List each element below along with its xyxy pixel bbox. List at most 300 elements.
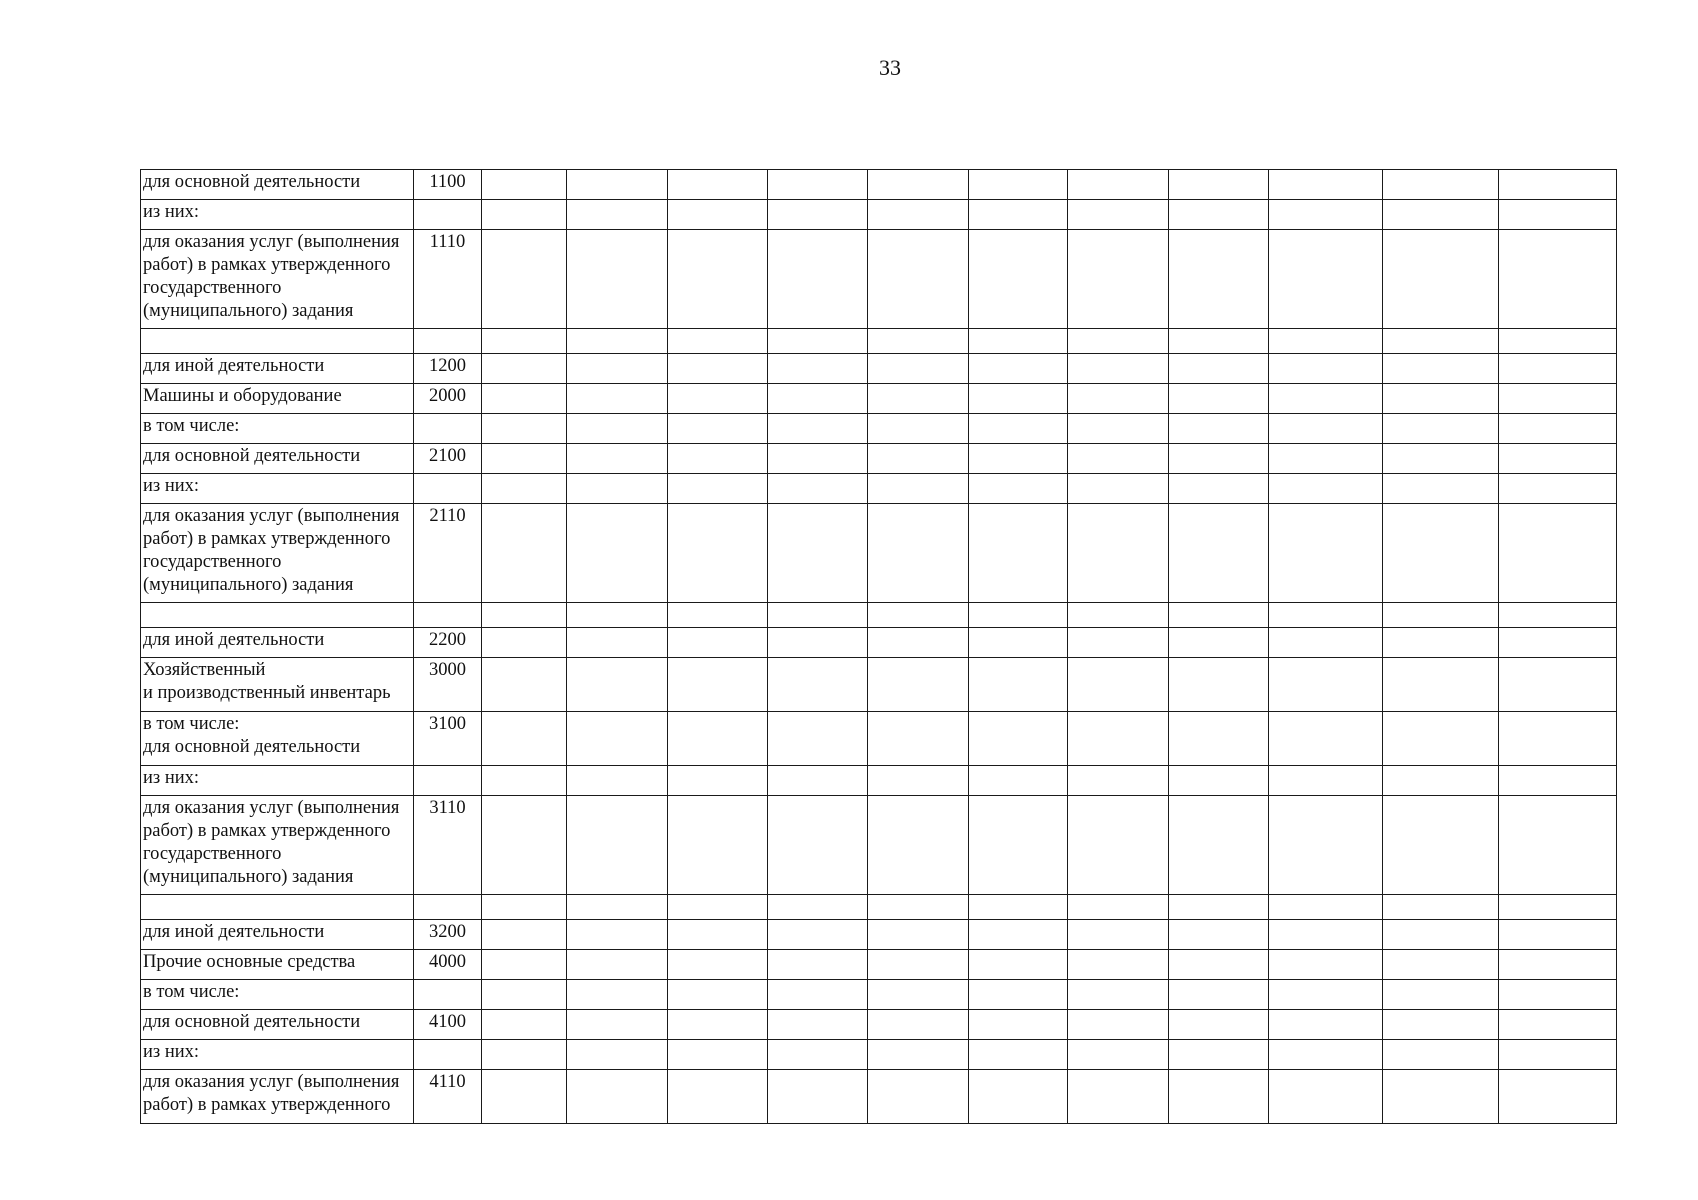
empty-value-cell [768, 603, 868, 628]
empty-value-cell [1169, 766, 1269, 796]
empty-value-cell [1269, 658, 1383, 712]
row-code [414, 1040, 482, 1070]
empty-value-cell [1068, 354, 1169, 384]
empty-value-cell [482, 354, 567, 384]
empty-value-cell [1169, 1070, 1269, 1124]
empty-value-cell [1269, 628, 1383, 658]
row-code: 4000 [414, 950, 482, 980]
empty-value-cell [969, 980, 1068, 1010]
empty-value-cell [768, 796, 868, 895]
row-code [414, 980, 482, 1010]
empty-value-cell [768, 895, 868, 920]
empty-value-cell [1499, 1040, 1617, 1070]
empty-value-cell [868, 980, 969, 1010]
empty-value-cell [668, 230, 768, 329]
row-label: для основной деятельности [141, 170, 414, 200]
table-row [141, 950, 1617, 980]
empty-value-cell [1068, 628, 1169, 658]
empty-value-cell [1068, 766, 1169, 796]
empty-value-cell [482, 474, 567, 504]
empty-value-cell [969, 384, 1068, 414]
empty-value-cell [668, 658, 768, 712]
empty-value-cell [567, 950, 668, 980]
empty-value-cell [1169, 796, 1269, 895]
empty-value-cell [668, 895, 768, 920]
row-code: 3000 [414, 658, 482, 712]
empty-value-cell [1169, 354, 1269, 384]
empty-value-cell [1269, 895, 1383, 920]
empty-value-cell [668, 712, 768, 766]
empty-value-cell [482, 712, 567, 766]
page-number: 33 [879, 55, 901, 80]
table-row [141, 414, 1617, 444]
empty-value-cell [668, 329, 768, 354]
empty-value-cell [1383, 950, 1499, 980]
empty-value-cell [868, 950, 969, 980]
empty-value-cell [668, 504, 768, 603]
empty-value-cell [482, 1070, 567, 1124]
empty-value-cell [1068, 384, 1169, 414]
empty-value-cell [668, 474, 768, 504]
empty-value-cell [668, 1040, 768, 1070]
empty-value-cell [1269, 766, 1383, 796]
empty-value-cell [1068, 200, 1169, 230]
empty-value-cell [1269, 504, 1383, 603]
table-row [141, 200, 1617, 230]
empty-value-cell [969, 895, 1068, 920]
row-label [141, 329, 414, 354]
empty-value-cell [1169, 1040, 1269, 1070]
empty-value-cell [1068, 895, 1169, 920]
row-code: 3200 [414, 920, 482, 950]
empty-value-cell [868, 766, 969, 796]
empty-value-cell [1068, 474, 1169, 504]
empty-value-cell [1269, 474, 1383, 504]
empty-value-cell [668, 1010, 768, 1040]
empty-value-cell [969, 1070, 1068, 1124]
empty-value-cell [1383, 384, 1499, 414]
row-code: 2100 [414, 444, 482, 474]
empty-value-cell [1269, 200, 1383, 230]
row-code: 3110 [414, 796, 482, 895]
empty-value-cell [1169, 414, 1269, 444]
table-row [141, 444, 1617, 474]
empty-value-cell [1383, 414, 1499, 444]
table-row [141, 170, 1617, 200]
empty-value-cell [1169, 170, 1269, 200]
empty-value-cell [868, 1010, 969, 1040]
row-label: для иной деятельности [141, 354, 414, 384]
empty-value-cell [668, 920, 768, 950]
empty-value-cell [1499, 354, 1617, 384]
row-code: 1100 [414, 170, 482, 200]
row-label: в том числе: [141, 980, 414, 1010]
empty-value-cell [969, 712, 1068, 766]
empty-value-cell [768, 444, 868, 474]
empty-value-cell [969, 766, 1068, 796]
empty-value-cell [1499, 950, 1617, 980]
row-code [414, 414, 482, 444]
empty-value-cell [768, 354, 868, 384]
row-label [141, 603, 414, 628]
empty-value-cell [1383, 1010, 1499, 1040]
row-label: для оказания услуг (выполнения работ) в рамках утвержденного государственного (муниципального) задания [141, 230, 414, 329]
empty-value-cell [668, 1070, 768, 1124]
table-row [141, 1040, 1617, 1070]
empty-value-cell [567, 444, 668, 474]
row-code: 2110 [414, 504, 482, 603]
empty-value-cell [567, 504, 668, 603]
empty-value-cell [1269, 603, 1383, 628]
table-row [141, 474, 1617, 504]
empty-value-cell [482, 504, 567, 603]
empty-value-cell [768, 950, 868, 980]
empty-value-cell [1383, 628, 1499, 658]
empty-value-cell [1068, 712, 1169, 766]
empty-value-cell [1383, 354, 1499, 384]
empty-value-cell [482, 414, 567, 444]
empty-value-cell [1169, 920, 1269, 950]
empty-value-cell [868, 200, 969, 230]
row-label [141, 895, 414, 920]
empty-value-cell [868, 504, 969, 603]
empty-value-cell [567, 200, 668, 230]
empty-value-cell [1068, 950, 1169, 980]
row-code: 1200 [414, 354, 482, 384]
row-code [414, 766, 482, 796]
empty-value-cell [1499, 474, 1617, 504]
empty-value-cell [1169, 1010, 1269, 1040]
empty-value-cell [1169, 329, 1269, 354]
empty-value-cell [567, 354, 668, 384]
empty-value-cell [1269, 230, 1383, 329]
empty-value-cell [482, 766, 567, 796]
empty-value-cell [1068, 920, 1169, 950]
empty-value-cell [1169, 950, 1269, 980]
row-label: для иной деятельности [141, 628, 414, 658]
empty-value-cell [1068, 170, 1169, 200]
row-code: 4100 [414, 1010, 482, 1040]
empty-value-cell [868, 658, 969, 712]
empty-value-cell [969, 1040, 1068, 1070]
empty-value-cell [482, 200, 567, 230]
empty-value-cell [768, 474, 868, 504]
empty-value-cell [1269, 1070, 1383, 1124]
table-row [141, 658, 1617, 712]
table-row [141, 712, 1617, 766]
empty-value-cell [1269, 384, 1383, 414]
empty-value-cell [969, 796, 1068, 895]
empty-value-cell [1383, 474, 1499, 504]
empty-value-cell [482, 628, 567, 658]
empty-value-cell [1383, 712, 1499, 766]
empty-value-cell [868, 603, 969, 628]
empty-value-cell [868, 414, 969, 444]
empty-value-cell [567, 920, 668, 950]
empty-value-cell [482, 444, 567, 474]
empty-value-cell [1068, 230, 1169, 329]
empty-value-cell [1269, 170, 1383, 200]
empty-value-cell [1383, 444, 1499, 474]
empty-value-cell [1269, 329, 1383, 354]
empty-value-cell [1068, 1010, 1169, 1040]
row-code: 1110 [414, 230, 482, 329]
empty-value-cell [1499, 920, 1617, 950]
empty-value-cell [1383, 920, 1499, 950]
row-label: из них: [141, 200, 414, 230]
empty-value-cell [482, 329, 567, 354]
row-label: в том числе: [141, 414, 414, 444]
empty-value-cell [567, 170, 668, 200]
empty-value-cell [482, 895, 567, 920]
empty-value-cell [668, 444, 768, 474]
empty-value-cell [1383, 1070, 1499, 1124]
table-row [141, 384, 1617, 414]
empty-value-cell [1499, 895, 1617, 920]
empty-value-cell [1068, 414, 1169, 444]
empty-value-cell [567, 1010, 668, 1040]
fixed-assets-table [140, 169, 1617, 1124]
empty-value-cell [768, 200, 868, 230]
empty-value-cell [567, 895, 668, 920]
empty-value-cell [482, 603, 567, 628]
empty-value-cell [768, 414, 868, 444]
empty-value-cell [1499, 712, 1617, 766]
empty-value-cell [1383, 796, 1499, 895]
empty-value-cell [868, 354, 969, 384]
table-row [141, 504, 1617, 603]
empty-value-cell [1169, 384, 1269, 414]
empty-value-cell [1068, 1070, 1169, 1124]
empty-value-cell [969, 504, 1068, 603]
empty-value-cell [1269, 1040, 1383, 1070]
row-code: 2200 [414, 628, 482, 658]
table-row [141, 1070, 1617, 1124]
table-row [141, 766, 1617, 796]
empty-value-cell [482, 170, 567, 200]
row-label: для иной деятельности [141, 920, 414, 950]
table-row [141, 230, 1617, 329]
empty-value-cell [1499, 444, 1617, 474]
table-row [141, 980, 1617, 1010]
empty-value-cell [1499, 504, 1617, 603]
empty-value-cell [1269, 712, 1383, 766]
empty-value-cell [1499, 200, 1617, 230]
empty-value-cell [868, 1070, 969, 1124]
empty-value-cell [1169, 230, 1269, 329]
empty-value-cell [668, 384, 768, 414]
empty-value-cell [1383, 329, 1499, 354]
row-code [414, 603, 482, 628]
empty-value-cell [768, 329, 868, 354]
empty-value-cell [482, 658, 567, 712]
row-code [414, 329, 482, 354]
empty-value-cell [1269, 1010, 1383, 1040]
empty-value-cell [969, 230, 1068, 329]
empty-value-cell [768, 658, 868, 712]
empty-value-cell [1499, 1070, 1617, 1124]
empty-value-cell [969, 950, 1068, 980]
empty-value-cell [768, 1070, 868, 1124]
empty-value-cell [1499, 603, 1617, 628]
empty-value-cell [868, 1040, 969, 1070]
empty-value-cell [482, 1040, 567, 1070]
empty-value-cell [1269, 796, 1383, 895]
empty-value-cell [1269, 920, 1383, 950]
empty-value-cell [868, 384, 969, 414]
row-label: Прочие основные средства [141, 950, 414, 980]
empty-value-cell [1169, 658, 1269, 712]
empty-value-cell [567, 796, 668, 895]
empty-value-cell [768, 1010, 868, 1040]
empty-value-cell [768, 712, 868, 766]
table-row [141, 895, 1617, 920]
empty-value-cell [482, 980, 567, 1010]
empty-value-cell [668, 170, 768, 200]
table-row [141, 354, 1617, 384]
empty-value-cell [1169, 980, 1269, 1010]
row-label: для оказания услуг (выполнения работ) в рамках утвержденного государственного (муниципального) задания [141, 504, 414, 603]
empty-value-cell [1383, 170, 1499, 200]
empty-value-cell [969, 1010, 1068, 1040]
table-row [141, 1010, 1617, 1040]
empty-value-cell [1169, 444, 1269, 474]
empty-value-cell [567, 414, 668, 444]
empty-value-cell [1383, 980, 1499, 1010]
row-label: из них: [141, 766, 414, 796]
empty-value-cell [1068, 1040, 1169, 1070]
row-code: 2000 [414, 384, 482, 414]
empty-value-cell [969, 329, 1068, 354]
empty-value-cell [1499, 766, 1617, 796]
empty-value-cell [768, 504, 868, 603]
empty-value-cell [1169, 895, 1269, 920]
empty-value-cell [567, 712, 668, 766]
empty-value-cell [768, 766, 868, 796]
empty-value-cell [1169, 603, 1269, 628]
empty-value-cell [482, 230, 567, 329]
empty-value-cell [1269, 354, 1383, 384]
empty-value-cell [1068, 658, 1169, 712]
empty-value-cell [1068, 796, 1169, 895]
empty-value-cell [1068, 603, 1169, 628]
empty-value-cell [482, 950, 567, 980]
empty-value-cell [1383, 1040, 1499, 1070]
empty-value-cell [1169, 504, 1269, 603]
empty-value-cell [969, 200, 1068, 230]
table-row [141, 329, 1617, 354]
empty-value-cell [969, 920, 1068, 950]
row-code [414, 200, 482, 230]
empty-value-cell [1068, 504, 1169, 603]
empty-value-cell [868, 444, 969, 474]
empty-value-cell [567, 1070, 668, 1124]
table-body [141, 170, 1617, 1124]
empty-value-cell [668, 796, 768, 895]
empty-value-cell [1169, 474, 1269, 504]
empty-value-cell [482, 796, 567, 895]
empty-value-cell [482, 384, 567, 414]
empty-value-cell [969, 170, 1068, 200]
empty-value-cell [1499, 980, 1617, 1010]
empty-value-cell [1169, 628, 1269, 658]
empty-value-cell [1499, 329, 1617, 354]
table-row [141, 628, 1617, 658]
empty-value-cell [868, 329, 969, 354]
empty-value-cell [1499, 230, 1617, 329]
empty-value-cell [1068, 329, 1169, 354]
empty-value-cell [1499, 1010, 1617, 1040]
empty-value-cell [567, 766, 668, 796]
empty-value-cell [1383, 603, 1499, 628]
table-row [141, 796, 1617, 895]
empty-value-cell [1383, 230, 1499, 329]
empty-value-cell [668, 354, 768, 384]
empty-value-cell [768, 1040, 868, 1070]
empty-value-cell [969, 414, 1068, 444]
empty-value-cell [768, 384, 868, 414]
empty-value-cell [567, 230, 668, 329]
empty-value-cell [868, 796, 969, 895]
empty-value-cell [567, 474, 668, 504]
row-label: из них: [141, 1040, 414, 1070]
empty-value-cell [969, 474, 1068, 504]
empty-value-cell [668, 200, 768, 230]
empty-value-cell [768, 980, 868, 1010]
empty-value-cell [768, 628, 868, 658]
empty-value-cell [668, 603, 768, 628]
empty-value-cell [868, 920, 969, 950]
empty-value-cell [668, 766, 768, 796]
row-code: 3100 [414, 712, 482, 766]
row-code [414, 895, 482, 920]
row-label: для основной деятельности [141, 1010, 414, 1040]
empty-value-cell [1269, 980, 1383, 1010]
row-code [414, 474, 482, 504]
table-row [141, 603, 1617, 628]
empty-value-cell [1169, 200, 1269, 230]
empty-value-cell [482, 1010, 567, 1040]
row-code: 4110 [414, 1070, 482, 1124]
empty-value-cell [969, 628, 1068, 658]
empty-value-cell [1269, 444, 1383, 474]
empty-value-cell [768, 170, 868, 200]
empty-value-cell [668, 414, 768, 444]
empty-value-cell [1068, 980, 1169, 1010]
empty-value-cell [567, 628, 668, 658]
empty-value-cell [1499, 384, 1617, 414]
row-label: в том числе: для основной деятельности [141, 712, 414, 766]
empty-value-cell [868, 712, 969, 766]
empty-value-cell [567, 329, 668, 354]
empty-value-cell [1383, 766, 1499, 796]
row-label: из них: [141, 474, 414, 504]
empty-value-cell [1499, 628, 1617, 658]
row-label: для оказания услуг (выполнения работ) в рамках утвержденного [141, 1070, 414, 1124]
empty-value-cell [1383, 200, 1499, 230]
empty-value-cell [768, 920, 868, 950]
empty-value-cell [868, 895, 969, 920]
empty-value-cell [768, 230, 868, 329]
empty-value-cell [969, 354, 1068, 384]
empty-value-cell [1169, 712, 1269, 766]
empty-value-cell [567, 658, 668, 712]
row-label: Машины и оборудование [141, 384, 414, 414]
empty-value-cell [668, 980, 768, 1010]
empty-value-cell [1269, 950, 1383, 980]
empty-value-cell [1499, 414, 1617, 444]
empty-value-cell [668, 628, 768, 658]
